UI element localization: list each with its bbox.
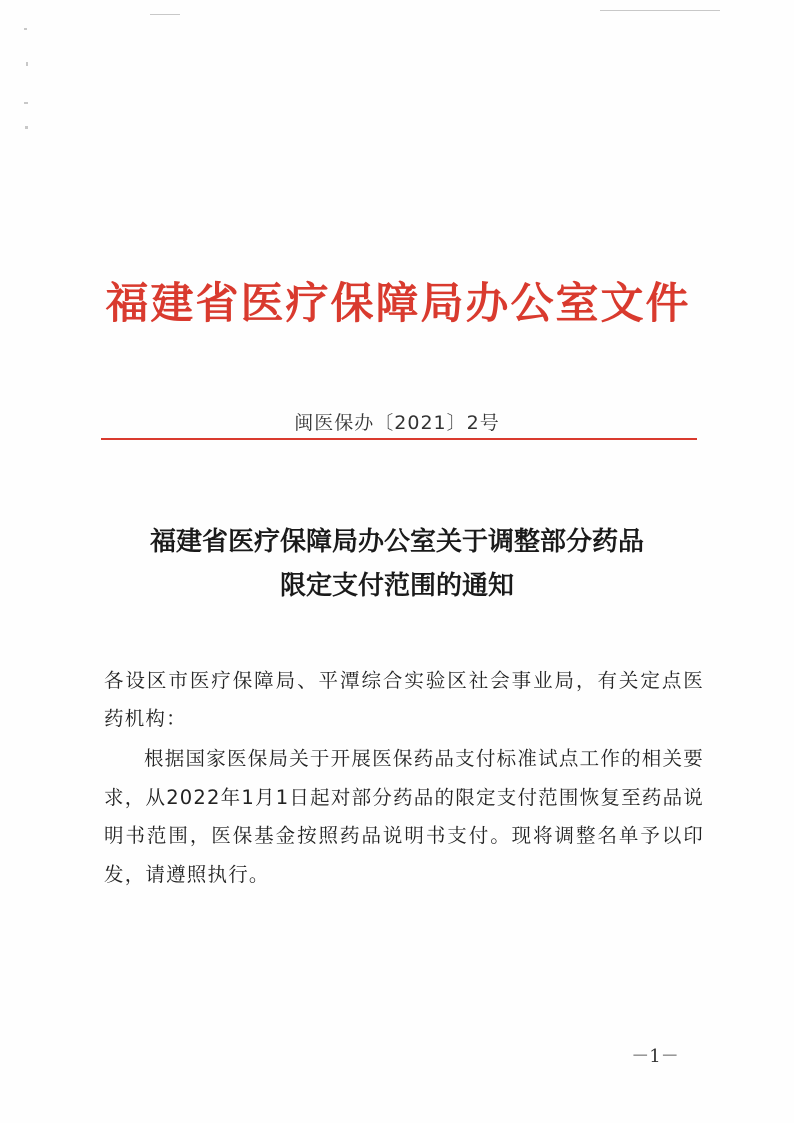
title-line-1: 福建省医疗保障局办公室关于调整部分药品 (149, 527, 644, 557)
body-paragraph: 根据国家医保局关于开展医保药品支付标准试点工作的相关要求，从2022年1月1日起对部分药品的限定支付范围恢复至药品说明书范围，医保基金按照药品说明书支付。现将调整名单予以印发，请遵照执行。 (104, 747, 704, 886)
title-line-2: 限定支付范围的通知 (279, 571, 514, 601)
scan-speck (24, 28, 27, 30)
document-number: 闽医保办〔2021〕2号 (294, 412, 500, 434)
scan-speck (150, 14, 180, 15)
scan-speck (26, 62, 28, 66)
page-number: －1－ (631, 1046, 679, 1067)
scan-speck (24, 102, 28, 104)
issuing-authority-header: 福建省医疗保障局办公室文件 (105, 279, 691, 329)
addressee: 各设区市医疗保障局、平潭综合实验区社会事业局，有关定点医药机构： (104, 669, 704, 730)
document-title (60, 520, 734, 608)
scan-speck (25, 126, 28, 129)
red-separator-line (101, 438, 697, 440)
scan-speck (600, 10, 720, 11)
